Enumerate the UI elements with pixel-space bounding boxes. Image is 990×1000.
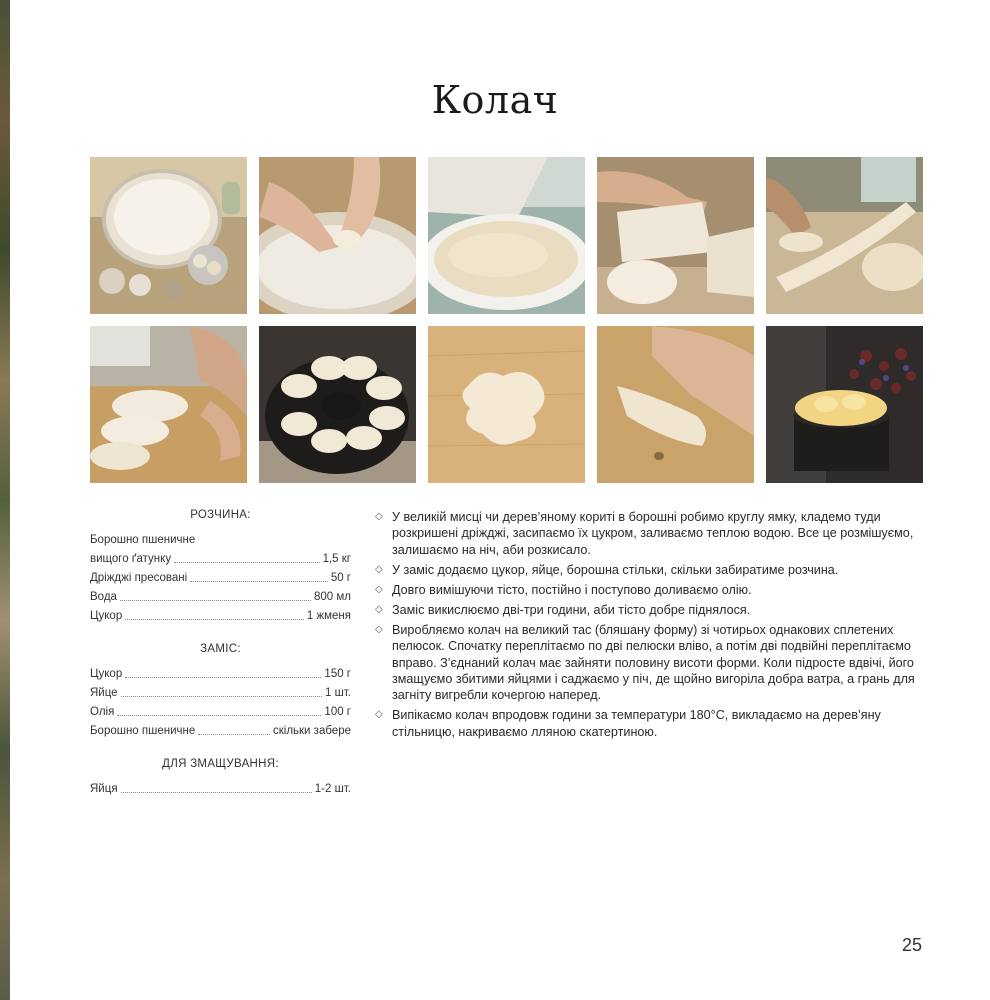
diamond-bullet-icon: ◇	[375, 563, 383, 575]
section-title-zamis: ЗАМІС:	[200, 643, 241, 655]
ingredient-row	[90, 681, 351, 700]
photo-kolach-in-oven	[766, 326, 923, 483]
section-title-rozchyna: РОЗЧИНА:	[190, 509, 251, 521]
dot-leader	[198, 734, 270, 735]
step-item	[375, 707, 923, 740]
diamond-bullet-icon: ◇	[375, 623, 383, 635]
diamond-bullet-icon: ◇	[375, 583, 383, 595]
dot-leader	[190, 581, 328, 582]
photo-hands-pinching-dough	[597, 326, 754, 483]
ingredient-qty: 1 жменя	[306, 610, 351, 622]
ingredient-row	[90, 566, 351, 585]
step-text: У великій мисці чи дерев’яному кориті в борошні робимо круглу ямку, кладемо туди розкришені дріжджі, засипаємо їх цукром, заливаємо теплою водою. Все це розмішуємо, залишаємо на ніч, аби розкисало.	[392, 510, 914, 557]
ingredient-name: Цукор	[90, 668, 123, 680]
diamond-bullet-icon: ◇	[375, 709, 383, 721]
section-spacer	[90, 623, 351, 642]
ingredients-panel	[90, 508, 351, 796]
dot-leader	[174, 562, 320, 563]
step-item	[375, 582, 923, 598]
ingredient-qty: 150 г	[324, 668, 351, 680]
photo-dough-rising-in-bowl	[428, 157, 585, 314]
ingredient-qty: 1 шт.	[324, 687, 351, 699]
step-text: Довго вимішуючи тісто, постійно і поступово доливаємо олію.	[392, 582, 752, 597]
ingredient-qty: 50 г	[330, 572, 351, 584]
ingredient-name: Борошно пшеничне	[90, 725, 196, 737]
step-text: Випікаємо колач впродовж години за температури 180°С, викладаємо на дерев’яну стільницю, накриваємо лляною скатертиною.	[392, 708, 881, 739]
ingredient-row	[90, 719, 351, 738]
ingredient-row	[90, 777, 351, 796]
ingredient-name: Цукор	[90, 610, 123, 622]
page-title: Колач	[431, 78, 559, 122]
dot-leader	[120, 600, 311, 601]
ingredient-qty: 1-2 шт.	[314, 783, 351, 795]
dot-leader	[125, 677, 321, 678]
step-item	[375, 622, 923, 704]
diamond-bullet-icon: ◇	[375, 603, 383, 615]
section-title-zmashchuvannia: ДЛЯ ЗМАЩУВАННЯ:	[162, 758, 279, 770]
step-text: Заміс викислюємо дві-три години, аби тісто добре піднялося.	[392, 602, 751, 617]
step-text: У заміс додаємо цукор, яйце, борошна стільки, скільки забиратиме розчина.	[392, 562, 839, 577]
ingredient-row	[90, 528, 351, 547]
ingredient-name: Дріжджі пресовані	[90, 572, 188, 584]
recipe-steps	[375, 509, 923, 744]
dot-leader	[121, 792, 312, 793]
ingredient-qty: 1,5 кг	[322, 553, 351, 565]
photo-gallery	[90, 157, 922, 483]
dot-leader	[117, 715, 321, 716]
ingredient-row	[90, 585, 351, 604]
ingredient-name: Яйце	[90, 687, 118, 699]
dot-leader	[125, 619, 304, 620]
step-item	[375, 562, 923, 578]
ingredient-row	[90, 547, 351, 566]
photo-braiding-dough	[90, 326, 247, 483]
ingredient-name: Вода	[90, 591, 117, 603]
ingredient-name: Олія	[90, 706, 115, 718]
step-item	[375, 509, 923, 558]
ingredient-qty: 800 мл	[314, 591, 351, 603]
photo-hands-crumbling-yeast	[259, 157, 416, 314]
page-number: 25	[901, 935, 922, 955]
ingredient-qty: скільки забере	[272, 725, 351, 737]
ingredient-row	[90, 604, 351, 623]
ingredient-row	[90, 700, 351, 719]
ingredient-row	[90, 662, 351, 681]
dot-leader	[121, 696, 322, 697]
ingredient-qty: 100 г	[324, 706, 351, 718]
left-page-edge	[0, 0, 10, 1000]
photo-shaped-dough-on-board	[428, 326, 585, 483]
section-spacer	[90, 738, 351, 757]
ingredient-name: Яйця	[90, 783, 118, 795]
step-text: Виробляємо колач на великий тас (бляшану форму) зі чотирьох однакових сплетених пелюсок. Спочатку переплітаємо по дві пелюски вліво, а потім дві подвійні переплітаємо вправо. З’єднаний колач має зайняти половину висоти форми. Коли підросте вдвічі, його змащуємо збитими яйцями і саджаємо у піч, де щойно вигоріла добра ватра, а грань для загніту вигребли кочергою наперед.	[392, 622, 915, 703]
diamond-bullet-icon: ◇	[375, 511, 383, 522]
photo-flour-bowl-ingredients	[90, 157, 247, 314]
step-item	[375, 602, 923, 618]
photo-rolling-dough-strands	[766, 157, 923, 314]
ingredient-name: вищого ґатунку	[90, 553, 172, 565]
photo-braided-kolach-in-pan	[259, 326, 416, 483]
ingredient-name: Борошно пшеничне	[90, 534, 196, 546]
photo-kneading-dough	[597, 157, 754, 314]
